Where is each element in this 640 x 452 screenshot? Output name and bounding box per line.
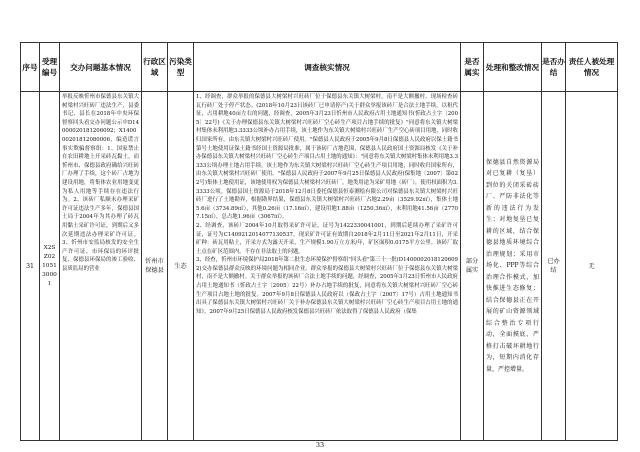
header-handling: 处理和整改情况 — [484, 43, 542, 92]
findings-text — [194, 92, 460, 317]
region-text: 忻州市保德县 — [145, 258, 164, 274]
issue-text: 举报反映忻州市保德县东关镇大树梁村兴旺砖厂违法生产，县委书记、县长在2018年中央环保督察回头看交办问题公示中D14000020181206092；X140000201812080006，编造谎言事实欺骗督察组：1、国家禁止在农田耕地上开采砖瓦黏土，而忻州市、保德县政府确给兴旺砖厂办理了手续，这个砖厂占地为建设用地，将集体农业用地变更为私人用地等手续存在违法行为。2、该砖厂私顺未办理采矿许可证违法生产多年，保德县国土局于2004年为其办理了砖瓦用黏土采矿许可证，到期后又多次延期违法办理采矿许可证。3、忻州市安监局核发的安全生产许可证、市环保局的环评批复、保德县环保局的竣工验收、县质监局的营业 — [62, 94, 139, 272]
handling-text: 保德县自然资源局对已复耕（复垦）到位的关闭采砖砖厂、严防非法化等新的违法行为发生；对地复垦已复耕的区域，结合保德县地质环境综合治理规划；采用市场化、PPP等综合治理合作模式，加快推进生态修复；结合保德县正在开展的矿山资源领域综合整治专项行动，全面摸底、严格打击破坏耕地行为，短期内消化存量，严控增量。 — [486, 158, 539, 373]
cell-region — [142, 92, 168, 441]
findings-paragraph-1: 1、经调查，群众举报的保德县大树梁村兴旺砖厂位于保德县东关镇大树梁村，南不是大额撤村。现场检查砖瓦行砖厂处于停产状态。(2018年10月23日该砖厂已申请停产)关于群众举报该砖厂是合法土地手续，以租代征，占用耕地40亩左右的问题，经调查，2005年3月23日忻州市人民政府占用土地通知书(忻政占土字〔2005〕22号)《关于办理保德县东关镇大树梁村兴旺砖厂空心砖生产项目占地手续的批复》"同意将东关镇大树梁村集体未利用地3.3333公顷补办占用手续，该土地作为东关镇大树梁村兴旺砖厂生产空心砖项目用地，同时收归国家所有，由东关镇大树梁村兴旺砖厂使用。"保德县人民政府于2005年9月8日保德县人民政府以保土籍书第号土地使用证保土籍书经国土资源局批准，属于该砖厂占地范围，保德县人民政府国土资源局核发《关于补办保德县东关镇大树梁村兴旺砖厂空心砖生产项目占用土地的通知》："同意将东关镇大树梁村集体未利用地3.3333公顷办理土地占用手续，该土地作为东关镇大树梁村兴旺砖厂空心砖生产项目用地，同时收归国家所有，由东关镇大树梁村兴旺砖厂使用。"保德县人民政府于2007年9月25日保德县人民政府(保集地〔2007〕第022号)集体土地使用证，该地使用权为保德县大树梁村兴旺砖厂，地类用途为采矿用地（砖厂），使用权面积为3.3333公顷。保德县国土资源局于2018年12月8日委托保德县恒泰测绘有限公司对保德县东关镇大树梁村兴旺砖厂进行了土地勘界，根据勘界结果，保德县东关镇大树梁村兴旺砖厂占地2.29亩（3529.92㎡），集体土地5.6亩（3734.89㎡），其他0.26亩（17.16㎡），建设用地1.88亩（1250.36㎡），未利用地41.56亩（27707.15㎡），总占地1.96亩（3067㎡）。 — [196, 94, 458, 221]
table-row — [21, 92, 618, 441]
header-receipt-no: 受理编号 — [40, 43, 60, 92]
closed-text: 已办结 — [547, 258, 560, 274]
findings-paragraph-3: 3、经查，忻州市环境保护局2018年第二批生态环境保护督察组"回头看"第三十一批(D14000020181206092)交办保德县群众反映的环境问题为相同企业。群众举报的保德县大树梁村兴旺砖厂位于保德县东关镇大树梁村，南不是大额撤村。关于群众举报的该砖厂合法土地手续的问题，经调查，2005年3月23日忻州市人民政府占用土地通知书（忻政占土字〔2005〕22号）补办占地手续的批复，同意将东关镇大树梁村兴旺砖厂空心砖生产项目占地土地的批复。2007年9月8日保德县人民政府以（保政占土字〔2007〕17号）占用土地通知书出具了保德县东关镇大树梁村兴旺砖厂关于补办保德县东关镇大树梁村兴旺砖厂空心砖生产项目占用土地的通知》，2007年9月25日保德县人民政府核发保德县兴旺砖厂依法取得了保德县人民政府（保集 — [196, 257, 458, 315]
cell-handling — [484, 92, 542, 441]
header-accountability: 责任人被处理情况 — [566, 43, 618, 92]
cell-issue — [60, 92, 142, 441]
cell-is-true — [461, 92, 484, 441]
header-seq: 序号 — [21, 43, 40, 92]
petition-table — [20, 42, 618, 441]
header-findings: 调查核实情况 — [194, 43, 461, 92]
header-is-true: 是否属实 — [461, 43, 484, 92]
cell-closed — [542, 92, 566, 441]
cell-pollution-type: 生态 — [168, 92, 194, 441]
header-closed: 是否办结 — [542, 43, 566, 92]
cell-seq: 31 — [21, 92, 40, 441]
findings-paragraph-2: 2、经调查，该砖厂2004年10月取得采矿许可证，证号为1422330041001，到期后延续办理了采矿许可证，证号为C1409212014077130537，现采矿许可证有效期自2018年2月11日至2021年2月11日，开采矿种：砖瓦用粘土，开采方式为露天开采，生产规模1.90万立方米/年，矿区面积0.0175平方公里。该砖厂取土点在矿区范围内，不存在非法取土的问题。 — [196, 222, 458, 255]
receipt-no-text: X2SZ02105130001 — [42, 244, 57, 287]
page-number: 33 — [315, 441, 325, 449]
header-pollution-type: 污染类型 — [168, 43, 194, 92]
cell-receipt-no — [40, 92, 60, 441]
header-issue: 交办问题基本情况 — [60, 43, 142, 92]
header-row — [21, 43, 618, 92]
cell-accountability: 无 — [566, 92, 618, 441]
header-region: 行政区域 — [142, 43, 168, 92]
is-true-text: 部分属实 — [465, 258, 479, 274]
cell-findings — [194, 92, 461, 441]
